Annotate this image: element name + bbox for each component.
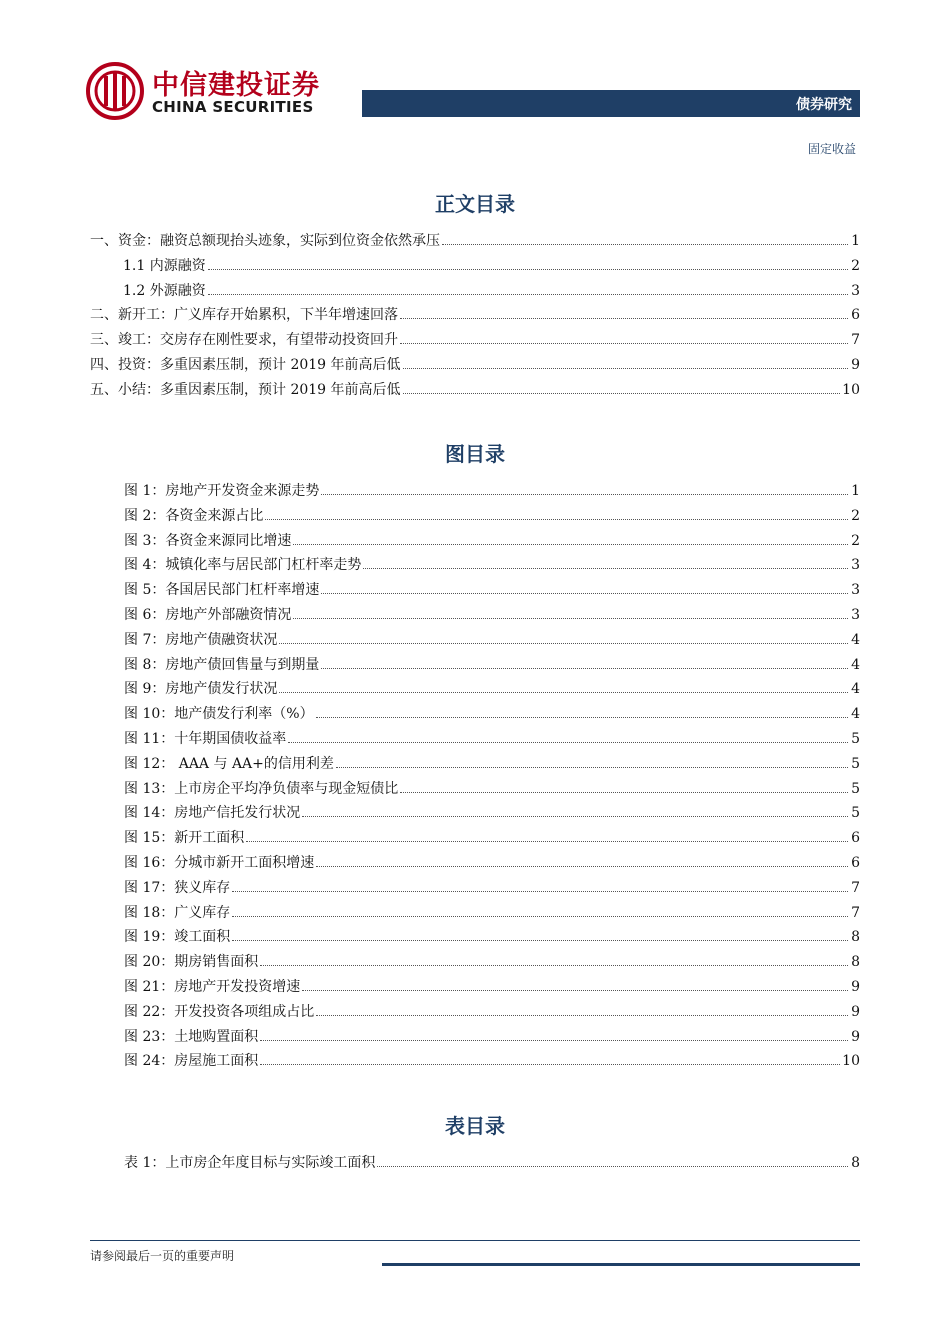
toc-entry[interactable] <box>124 575 860 600</box>
toc-entry-label: 五、小结：多重因素压制，预计 2019 年前高后低 <box>90 381 401 398</box>
toc-entry-label: 图 15：新开工面积 <box>124 830 245 847</box>
logo-emblem-icon <box>86 62 144 120</box>
toc-entry-page: 10 <box>842 1053 860 1070</box>
dot-leader <box>279 625 848 644</box>
toc-entry-page: 5 <box>851 730 860 747</box>
toc-entry-page: 2 <box>851 507 860 524</box>
toc-entry-page: 1 <box>851 483 860 499</box>
toc-entry[interactable] <box>124 699 860 724</box>
toc-entry[interactable] <box>124 724 860 749</box>
toc-entry[interactable] <box>124 873 860 898</box>
toc-entry-label: 图 20：期房销售面积 <box>124 954 259 971</box>
toc-entry-label: 图 2：各资金来源占比 <box>124 507 264 524</box>
toc-entry-label: 图 17：狭义库存 <box>124 879 231 896</box>
toc-entry-page: 7 <box>851 879 860 896</box>
toc-entry-label: 图 5：各国居民部门杠杆率增速 <box>124 582 320 599</box>
toc-entry[interactable] <box>124 823 860 848</box>
toc-entry-label: 图 9：房地产债发行状况 <box>124 681 278 698</box>
dot-leader <box>302 972 848 991</box>
toc-figures-list <box>124 476 860 1071</box>
toc-entry-label: 图 7：房地产债融资状况 <box>124 631 278 648</box>
toc-entry[interactable] <box>90 300 860 325</box>
toc-entry-page: 9 <box>851 1003 860 1020</box>
toc-entry[interactable] <box>124 922 860 947</box>
dot-leader <box>321 476 848 495</box>
dot-leader <box>403 350 848 369</box>
toc-entry-label: 图 8：房地产债回售量与到期量 <box>124 656 320 673</box>
toc-entry-page: 9 <box>851 1028 860 1045</box>
dot-leader <box>363 550 848 569</box>
toc-entry[interactable] <box>124 1022 860 1047</box>
dot-leader <box>232 898 848 917</box>
toc-entry[interactable] <box>124 501 860 526</box>
toc-entry-page: 3 <box>851 582 860 599</box>
toc-entry-label: 图 22：开发投资各项组成占比 <box>124 1003 315 1020</box>
toc-entry-label: 1.2 外源融资 <box>123 282 206 299</box>
sub-category-label: 固定收益 <box>807 142 856 156</box>
toc-entry-page: 6 <box>851 307 860 324</box>
footer-divider <box>90 1240 860 1241</box>
toc-entry-label: 三、竣工：交房存在刚性要求，有望带动投资回升 <box>90 332 398 349</box>
toc-entry[interactable] <box>124 774 860 799</box>
toc-entry[interactable] <box>90 375 860 400</box>
dot-leader <box>316 848 848 867</box>
toc-entry-label: 图 11：十年期国债收益率 <box>124 730 287 747</box>
toc-entry-page: 8 <box>851 954 860 971</box>
toc-entry[interactable] <box>124 997 860 1022</box>
toc-entry[interactable] <box>124 476 860 501</box>
toc-entry-page: 4 <box>851 631 860 648</box>
toc-entry-page: 4 <box>851 681 860 698</box>
toc-entry-label: 1.1 内源融资 <box>123 257 206 274</box>
toc-entry-page: 9 <box>851 356 860 373</box>
toc-entry-label: 表 1：上市房企年度目标与实际竣工面积 <box>124 1155 376 1171</box>
toc-entry[interactable] <box>124 600 860 625</box>
toc-entry-page: 7 <box>851 904 860 921</box>
toc-entry-page: 1 <box>851 233 860 249</box>
toc-entry-label: 图 6：房地产外部融资情况 <box>124 606 292 623</box>
toc-entry[interactable] <box>124 749 860 774</box>
toc-entry-page: 6 <box>851 854 860 871</box>
toc-entry-label: 图 14：房地产信托发行状况 <box>124 805 301 822</box>
toc-entry-label: 一、资金：融资总额现抬头迹象，实际到位资金依然承压 <box>90 233 440 249</box>
toc-entry[interactable] <box>124 848 860 873</box>
toc-entry[interactable] <box>124 526 860 551</box>
toc-entry-page: 8 <box>851 1155 860 1171</box>
toc-entry[interactable] <box>90 251 860 276</box>
toc-entry[interactable] <box>124 898 860 923</box>
toc-entry-label: 四、投资：多重因素压制，预计 2019 年前高后低 <box>90 356 401 373</box>
toc-entry-page: 10 <box>842 381 860 398</box>
toc-entry[interactable] <box>90 276 860 301</box>
dot-leader <box>336 749 848 768</box>
dot-leader <box>246 823 848 842</box>
toc-entry[interactable] <box>90 350 860 375</box>
dot-leader <box>400 325 848 344</box>
dot-leader <box>316 699 848 718</box>
toc-entry-page: 5 <box>851 755 860 772</box>
toc-entry-label: 图 3：各资金来源同比增速 <box>124 532 292 549</box>
company-logo <box>86 62 336 126</box>
dot-leader <box>260 1022 848 1041</box>
dot-leader <box>208 251 848 270</box>
toc-figures-title: 图目录 <box>445 442 505 466</box>
report-type-label: 债券研究 <box>796 97 852 113</box>
dot-leader <box>321 575 848 594</box>
toc-entry-page: 7 <box>851 332 860 349</box>
dot-leader <box>260 947 848 966</box>
toc-entry[interactable] <box>124 650 860 675</box>
toc-entry[interactable] <box>90 226 860 251</box>
brand-name-cn: 中信建投证券 <box>152 70 320 101</box>
dot-leader <box>293 526 848 545</box>
dot-leader <box>232 873 848 892</box>
toc-entry[interactable] <box>124 798 860 823</box>
toc-entry-label: 图 12： AAA 与 AA+的信用利差 <box>124 755 334 772</box>
toc-entry-label: 图 24：房屋施工面积 <box>124 1053 259 1070</box>
toc-entry[interactable] <box>124 1046 860 1071</box>
toc-entry-label: 图 13：上市房企平均净负债率与现金短债比 <box>124 780 399 797</box>
dot-leader <box>293 600 848 619</box>
toc-entry-page: 2 <box>851 532 860 549</box>
header-bar <box>362 90 860 117</box>
toc-entry-page: 6 <box>851 830 860 847</box>
toc-entry-label: 图 16：分城市新开工面积增速 <box>124 854 315 871</box>
dot-leader <box>232 922 848 941</box>
dot-leader <box>403 375 841 394</box>
dot-leader <box>400 774 848 793</box>
toc-entry-page: 3 <box>851 282 860 299</box>
dot-leader <box>442 226 848 245</box>
toc-main-title: 正文目录 <box>435 192 515 216</box>
dot-leader <box>302 798 848 817</box>
toc-entry-page: 5 <box>851 805 860 822</box>
toc-entry-page: 8 <box>851 929 860 946</box>
toc-entry-label: 图 1：房地产开发资金来源走势 <box>124 483 320 499</box>
dot-leader <box>265 501 848 520</box>
dot-leader <box>288 724 848 743</box>
toc-entry-label: 图 18：广义库存 <box>124 904 231 921</box>
toc-entry[interactable] <box>124 674 860 699</box>
toc-entry-page: 4 <box>851 656 860 673</box>
dot-leader <box>377 1148 848 1167</box>
toc-main-list <box>90 226 860 400</box>
toc-tables-list <box>124 1148 860 1173</box>
toc-entry-label: 图 19：竣工面积 <box>124 929 231 946</box>
dot-leader <box>208 276 848 295</box>
footer-accent-bar <box>382 1263 860 1266</box>
dot-leader <box>400 300 848 319</box>
toc-entry[interactable] <box>90 325 860 350</box>
toc-entry-label: 图 21：房地产开发投资增速 <box>124 978 301 995</box>
dot-leader <box>321 650 848 669</box>
toc-entry-page: 3 <box>851 606 860 623</box>
footer-disclaimer: 请参阅最后一页的重要声明 <box>90 1249 235 1263</box>
toc-entry-label: 二、新开工：广义库存开始累积，下半年增速回落 <box>90 307 398 324</box>
brand-name-en: CHINA SECURITIES <box>152 98 314 116</box>
toc-tables-title: 表目录 <box>445 1114 505 1138</box>
toc-entry-page: 3 <box>851 557 860 574</box>
dot-leader <box>260 1046 840 1065</box>
toc-entry-label: 图 23：土地购置面积 <box>124 1028 259 1045</box>
toc-entry-page: 2 <box>851 257 860 274</box>
toc-entry[interactable] <box>124 972 860 997</box>
toc-entry-page: 4 <box>851 706 860 723</box>
toc-entry[interactable] <box>124 550 860 575</box>
toc-entry[interactable] <box>124 1148 860 1173</box>
toc-entry-label: 图 10：地产债发行利率（%） <box>124 706 314 723</box>
toc-entry-page: 5 <box>851 780 860 797</box>
toc-entry-label: 图 4：城镇化率与居民部门杠杆率走势 <box>124 557 362 574</box>
toc-entry[interactable] <box>124 947 860 972</box>
dot-leader <box>279 674 848 693</box>
dot-leader <box>316 997 848 1016</box>
toc-entry[interactable] <box>124 625 860 650</box>
toc-entry-page: 9 <box>851 978 860 995</box>
